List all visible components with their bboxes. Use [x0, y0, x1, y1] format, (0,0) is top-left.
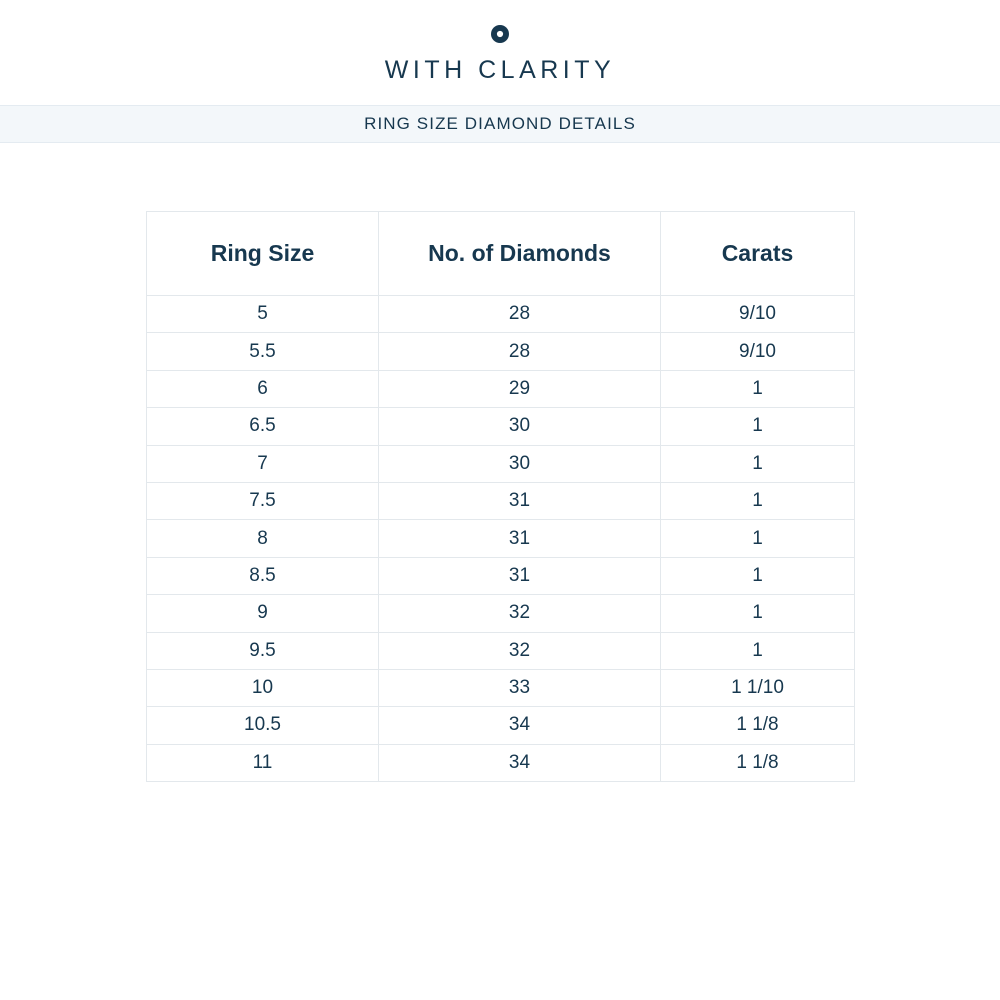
table-row: [147, 557, 855, 594]
diamond-dot-icon: [488, 22, 512, 46]
cell-diamonds: 31: [379, 557, 661, 594]
cell-carats: 1: [661, 632, 855, 669]
cell-diamonds: 31: [379, 520, 661, 557]
table-body: [147, 296, 855, 782]
column-header-no-of-diamonds: No. of Diamonds: [379, 212, 661, 296]
cell-carats: 9/10: [661, 333, 855, 370]
cell-ring-size: 8: [147, 520, 379, 557]
brand-name: WITH CLARITY: [384, 56, 616, 84]
table-header: [147, 212, 855, 296]
table-row: [147, 333, 855, 370]
cell-ring-size: 5.5: [147, 333, 379, 370]
cell-ring-size: 7.5: [147, 482, 379, 519]
page-title: RING SIZE DIAMOND DETAILS: [364, 114, 636, 133]
cell-diamonds: 28: [379, 296, 661, 333]
column-header-ring-size: Ring Size: [147, 212, 379, 296]
cell-ring-size: 6: [147, 370, 379, 407]
cell-ring-size: 10: [147, 669, 379, 706]
table-row: [147, 408, 855, 445]
cell-diamonds: 34: [379, 707, 661, 744]
cell-carats: 1: [661, 445, 855, 482]
cell-ring-size: 11: [147, 744, 379, 781]
cell-diamonds: 30: [379, 445, 661, 482]
column-header-carats: Carats: [661, 212, 855, 296]
cell-carats: 1: [661, 482, 855, 519]
cell-carats: 1: [661, 595, 855, 632]
table-row: [147, 520, 855, 557]
cell-carats: 1 1/10: [661, 669, 855, 706]
cell-carats: 1 1/8: [661, 744, 855, 781]
table-row: [147, 632, 855, 669]
table-row: [147, 744, 855, 781]
cell-ring-size: 6.5: [147, 408, 379, 445]
cell-diamonds: 32: [379, 595, 661, 632]
cell-diamonds: 34: [379, 744, 661, 781]
cell-ring-size: 9.5: [147, 632, 379, 669]
table-row: [147, 482, 855, 519]
cell-ring-size: 5: [147, 296, 379, 333]
cell-carats: 1 1/8: [661, 707, 855, 744]
cell-diamonds: 28: [379, 333, 661, 370]
table-row: [147, 707, 855, 744]
cell-diamonds: 33: [379, 669, 661, 706]
ring-size-diamond-table: [146, 211, 855, 782]
cell-ring-size: 10.5: [147, 707, 379, 744]
cell-ring-size: 9: [147, 595, 379, 632]
table-header-row: [147, 212, 855, 296]
cell-carats: 1: [661, 520, 855, 557]
table-row: [147, 445, 855, 482]
table-row: [147, 370, 855, 407]
cell-diamonds: 30: [379, 408, 661, 445]
ring-size-table-container: [146, 211, 854, 782]
table-row: [147, 669, 855, 706]
cell-carats: 1: [661, 408, 855, 445]
page-title-bar: [0, 105, 1000, 143]
cell-ring-size: 8.5: [147, 557, 379, 594]
cell-carats: 1: [661, 557, 855, 594]
table-row: [147, 296, 855, 333]
cell-diamonds: 31: [379, 482, 661, 519]
cell-ring-size: 7: [147, 445, 379, 482]
brand-header: [0, 0, 1000, 83]
cell-diamonds: 32: [379, 632, 661, 669]
cell-carats: 1: [661, 370, 855, 407]
cell-carats: 9/10: [661, 296, 855, 333]
table-row: [147, 595, 855, 632]
cell-diamonds: 29: [379, 370, 661, 407]
